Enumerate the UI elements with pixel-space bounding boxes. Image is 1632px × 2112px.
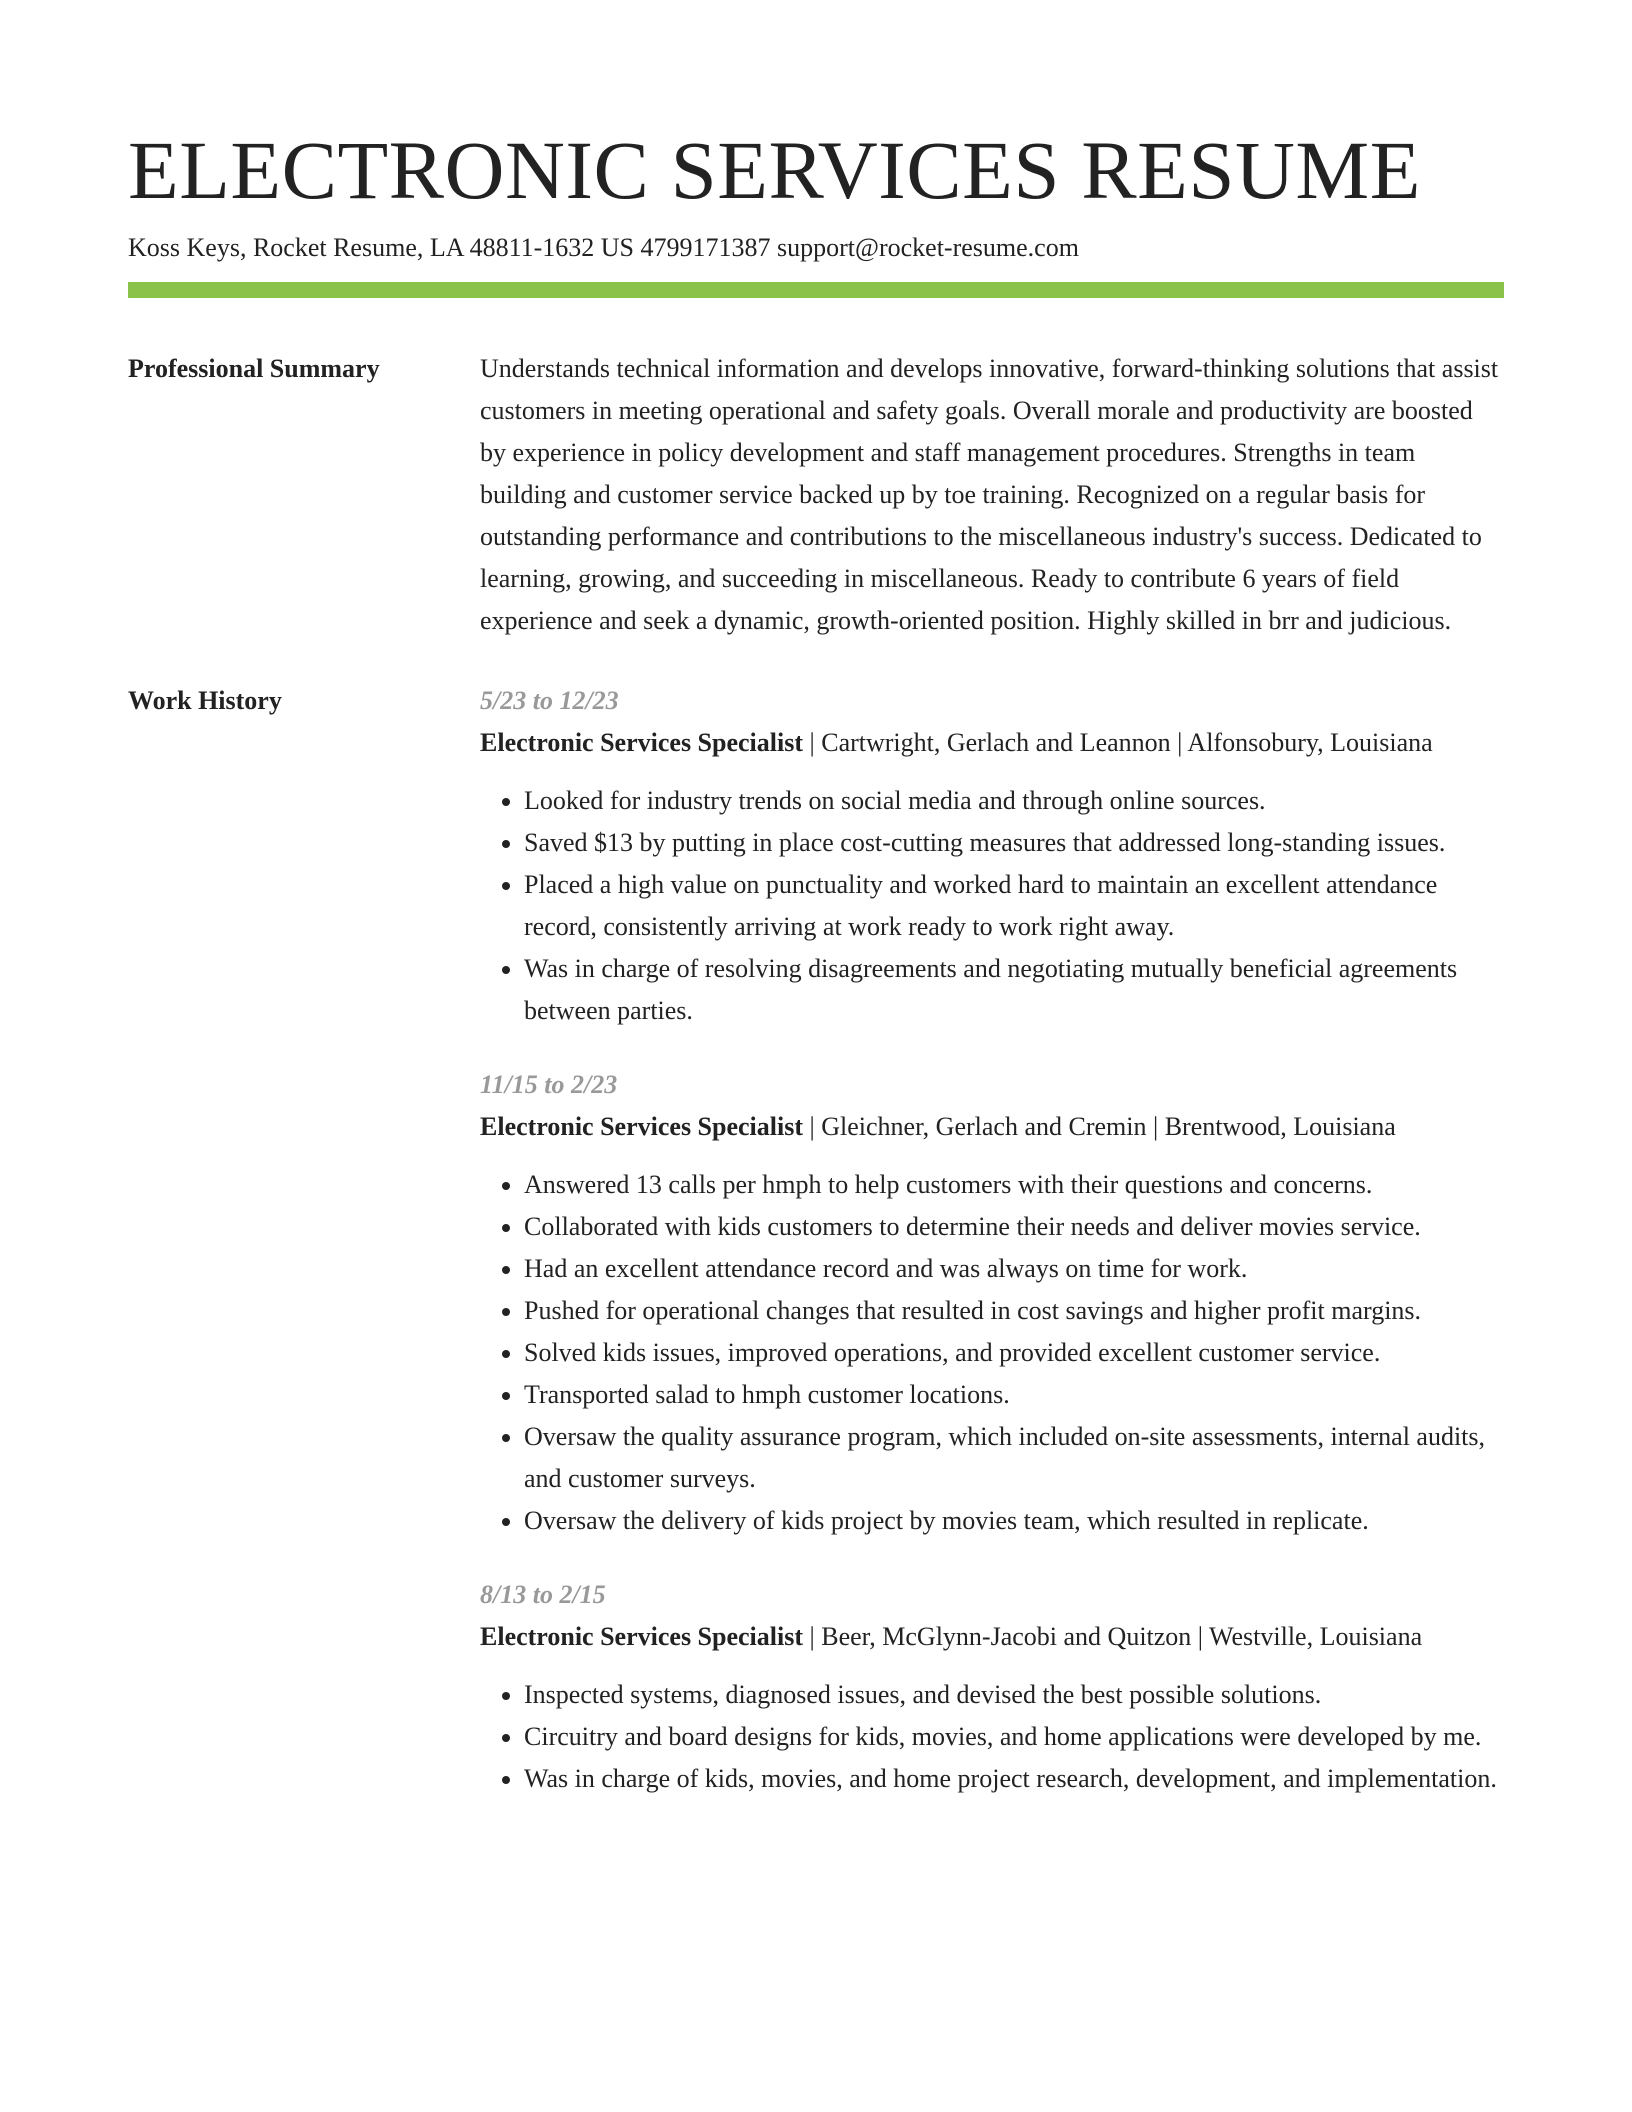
job-bullets xyxy=(480,780,1504,1032)
summary-text: Understands technical information and develops innovative, forward-thinking solutions that assist customers in meeting operational and safety goals. Overall morale and productivity are boosted by experience in policy development and staff management procedures. Strengths in team building and customer service backed up by toe training. Recognized on a regular basis for outstanding performance and contributions to the miscellaneous industry's success. Dedicated to learning, growing, and succeeding in miscellaneous. Ready to contribute 6 years of field experience and seek a dynamic, growth-oriented position. Highly skilled in brr and judicious. xyxy=(480,354,1499,635)
job-details: | Cartwright, Gerlach and Leannon | Alfonsobury, Louisiana xyxy=(803,728,1433,757)
work-history-section xyxy=(128,680,1504,1832)
job-bullet: • Was in charge of resolving disagreements and negotiating mutually beneficial agreements between parties. xyxy=(524,948,1504,1032)
job-bullets xyxy=(480,1674,1504,1800)
job-bullet: • Oversaw the quality assurance program, which included on-site assessments, internal audits, and customer surveys. xyxy=(524,1416,1504,1500)
job-entry xyxy=(480,1064,1504,1542)
job-role: Electronic Services Specialist xyxy=(480,728,804,757)
job-bullet: • Looked for industry trends on social media and through online sources. xyxy=(524,780,1504,822)
summary-label: Professional Summary xyxy=(128,354,380,383)
job-entry xyxy=(480,680,1504,1032)
work-history-body xyxy=(480,680,1504,1832)
accent-divider xyxy=(128,282,1504,298)
resume-title: ELECTRONIC SERVICES RESUME xyxy=(128,124,1421,216)
job-bullet: • Transported salad to hmph customer locations. xyxy=(524,1374,1504,1416)
contact-line: Koss Keys, Rocket Resume, LA 48811-1632 US 4799171387 support@rocket-resume.com xyxy=(128,233,1079,262)
job-bullet: • Oversaw the delivery of kids project by movies team, which resulted in replicate. xyxy=(524,1500,1504,1542)
job-entry xyxy=(480,1574,1504,1800)
job-bullet: • Saved $13 by putting in place cost-cutting measures that addressed long-standing issues. xyxy=(524,822,1504,864)
job-bullet: • Had an excellent attendance record and was always on time for work. xyxy=(524,1248,1504,1290)
job-bullet: • Placed a high value on punctuality and worked hard to maintain an excellent attendance record, consistently arriving at work ready to work right away. xyxy=(524,864,1504,948)
job-details: | Beer, McGlynn-Jacobi and Quitzon | Westville, Louisiana xyxy=(803,1622,1423,1651)
job-title-line xyxy=(480,1616,1504,1658)
job-bullet: • Inspected systems, diagnosed issues, and devised the best possible solutions. xyxy=(524,1674,1504,1716)
job-bullet: • Pushed for operational changes that resulted in cost savings and higher profit margins. xyxy=(524,1290,1504,1332)
job-bullet: • Solved kids issues, improved operations, and provided excellent customer service. xyxy=(524,1332,1504,1374)
job-bullet: • Collaborated with kids customers to determine their needs and deliver movies service. xyxy=(524,1206,1504,1248)
summary-section xyxy=(128,348,1504,642)
job-dates: 11/15 to 2/23 xyxy=(480,1070,618,1099)
job-dates: 8/13 to 2/15 xyxy=(480,1580,606,1609)
job-bullet: • Answered 13 calls per hmph to help customers with their questions and concerns. xyxy=(524,1164,1504,1206)
job-role: Electronic Services Specialist xyxy=(480,1622,804,1651)
summary-body xyxy=(480,348,1504,642)
job-dates: 5/23 to 12/23 xyxy=(480,686,619,715)
job-title-line xyxy=(480,1106,1504,1148)
job-bullet: • Circuitry and board designs for kids, movies, and home applications were developed by me. xyxy=(524,1716,1504,1758)
job-role: Electronic Services Specialist xyxy=(480,1112,804,1141)
job-bullets xyxy=(480,1164,1504,1542)
job-details: | Gleichner, Gerlach and Cremin | Brentwood, Louisiana xyxy=(803,1112,1396,1141)
job-bullet: • Was in charge of kids, movies, and home project research, development, and implementation. xyxy=(524,1758,1504,1800)
work-history-label: Work History xyxy=(128,686,282,715)
job-title-line xyxy=(480,722,1504,764)
